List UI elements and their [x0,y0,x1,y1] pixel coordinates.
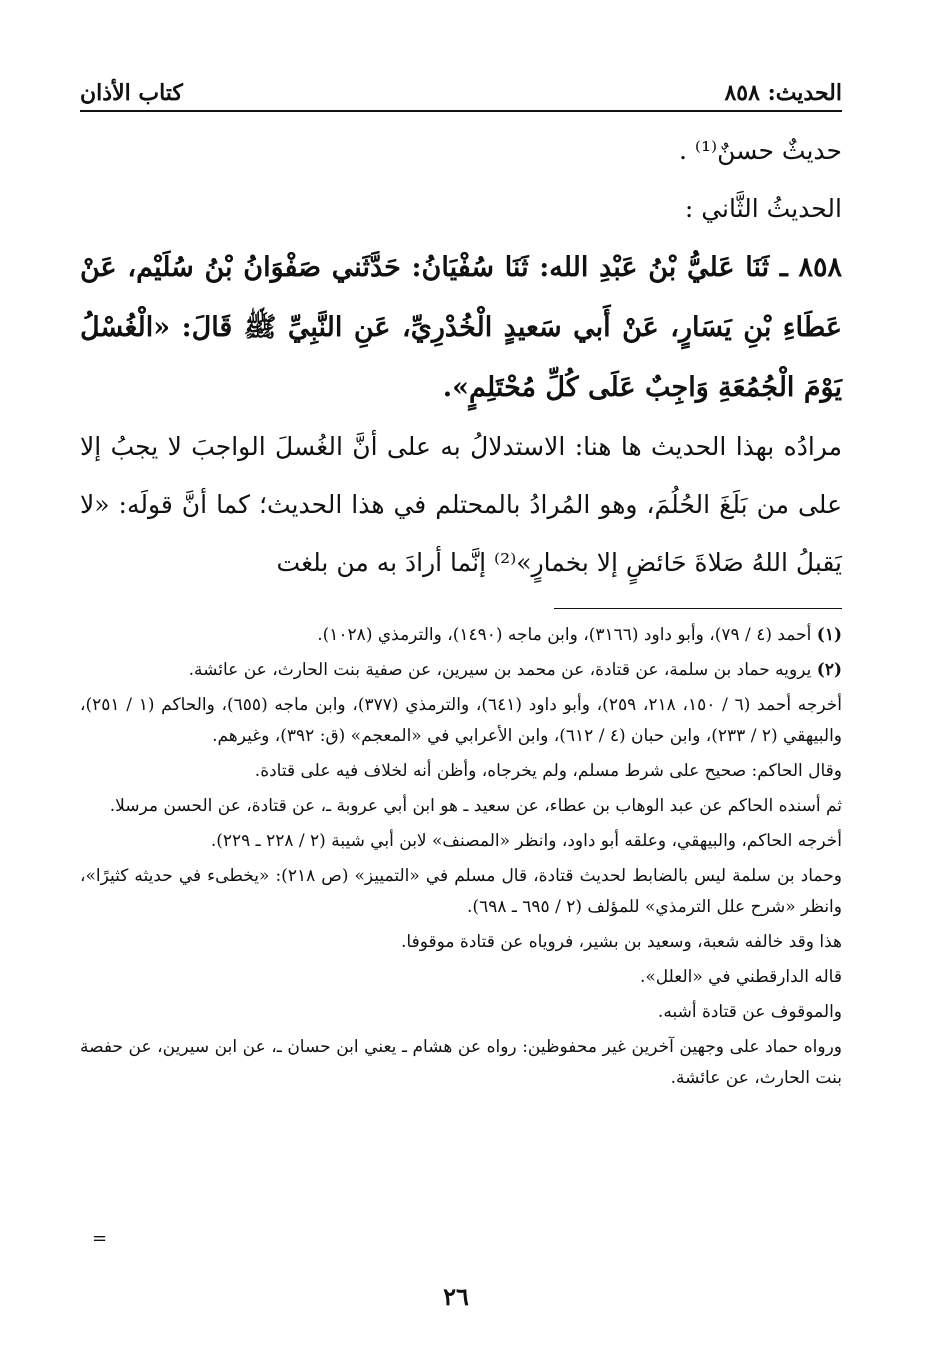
footnote-paragraph: وحماد بن سلمة ليس بالضابط لحديث قتادة، قال مسلم في «التمييز» (ص ٢١٨): «يخطىء في حديثه كثيرًا»، وانظر «شرح علل الترمذي» للمؤلف (٢ / ٦٩٥ ـ ٦٩٨). [80,866,842,917]
commentary-text: مرادُه بهذا الحديث ها هنا: الاستدلالُ به على أنَّ الغُسلَ الواجبَ لا يجبُ إلا على من بَلَغَ الحُلُمَ، وهو المُرادُ بالمحتلم في هذا الحديث؛ كما أنَّ قولَه: «لا يَقبلُ اللهُ صَلاةَ حَائضٍ إلا بخمارٍ»⁽²⁾ إنَّما أرادَ به من بلغت [80,432,842,577]
footnote-paragraph: ثم أسنده الحاكم عن عبد الوهاب بن عطاء، عن سعيد ـ هو ابن أبي عروبة ـ، عن قتادة، عن الحسن مرسلا. [109,796,842,816]
footnote-paragraph: قاله الدارقطني في «العلل». [639,967,842,987]
footnote-separator [554,608,842,609]
main-text [80,122,842,592]
footnote-paragraph: هذا وقد خالفه شعبة، وسعيد بن بشير، فروياه عن قتادة موقوفا. [401,932,842,952]
continuation-mark: = [92,1228,108,1249]
header-book-title: كتاب الأذان [80,80,183,106]
footnote-paragraph: أخرجه أحمد (٦ / ١٥٠، ٢١٨، ٢٥٩)، وأبو داود (٦٤١)، والترمذي (٣٧٧)، وابن ماجه (٦٥٥)، والحاكم (١ / ٢٥١)، والبيهقي (٢ / ٢٣٣)، وابن حبان (٤ / ٦١٢)، وابن الأعرابي في «المعجم» (ق: ٣٩٢)، وغيرهم. [80,695,843,746]
footnote-text: يرويه حماد بن سلمة، عن قتادة، عن محمد بن سيرين، عن صفية بنت الحارث، عن عائشة. [188,660,812,680]
footnote [80,620,842,651]
footnote-paragraph: ورواه حماد على وجهين آخرين غير محفوظين: رواه عن هشام ـ يعني ابن حسان ـ، عن ابن سيرين، عن حفصة بنت الحارث، عن عائشة. [80,1037,842,1088]
section-title: الحديثُ الثَّاني : [684,194,842,223]
page-header [80,70,842,112]
footnote-paragraph: والموقوف عن قتادة أشبه. [657,1002,842,1022]
footnote-paragraph: أخرجه الحاكم، والبيهقي، وعلقه أبو داود، وانظر «المصنف» لابن أبي شيبة (٢ / ٢٢٨ ـ ٢٢٩). [210,831,842,851]
page-number: ٢٦ [443,1282,469,1311]
footnote-text: أحمد (٤ / ٧٩)، وأبو داود (٣١٦٦)، وابن ماجه (١٤٩٠)، والترمذي (١٠٢٨). [317,625,812,645]
page [70,60,842,1320]
footnote-number: (٢) [816,660,842,680]
footnote [80,655,842,686]
footnote-paragraph: وقال الحاكم: صحيح على شرط مسلم، ولم يخرجاه، وأظن أنه لخلاف فيه على قتادة. [254,761,842,781]
hadith-text: ٨٥٨ ـ ثَنَا عَليُّ بْنُ عَبْدِ الله: ثَنَا سُفْيَانُ: حَدَّثَني صَفْوَانُ بْنُ سُلَيْم، عَنْ عَطَاءِ بْنِ يَسَارٍ، عَنْ أَبي سَعيدٍ الْخُدْرِيِّ، عَنِ النَّبِيِّ ﷺ قَالَ: «الْغُسْلُ يَوْمَ الْجُمُعَةِ وَاجِبٌ عَلَى كُلِّ مُحْتَلِمٍ». [80,252,842,403]
footnotes [80,620,842,1098]
footnote-number: (١) [816,625,842,645]
header-hadith-number: الحديث: ٨٥٨ [724,80,842,106]
hadith-grade: حديثٌ حسنٌ⁽¹⁾ . [678,136,842,165]
